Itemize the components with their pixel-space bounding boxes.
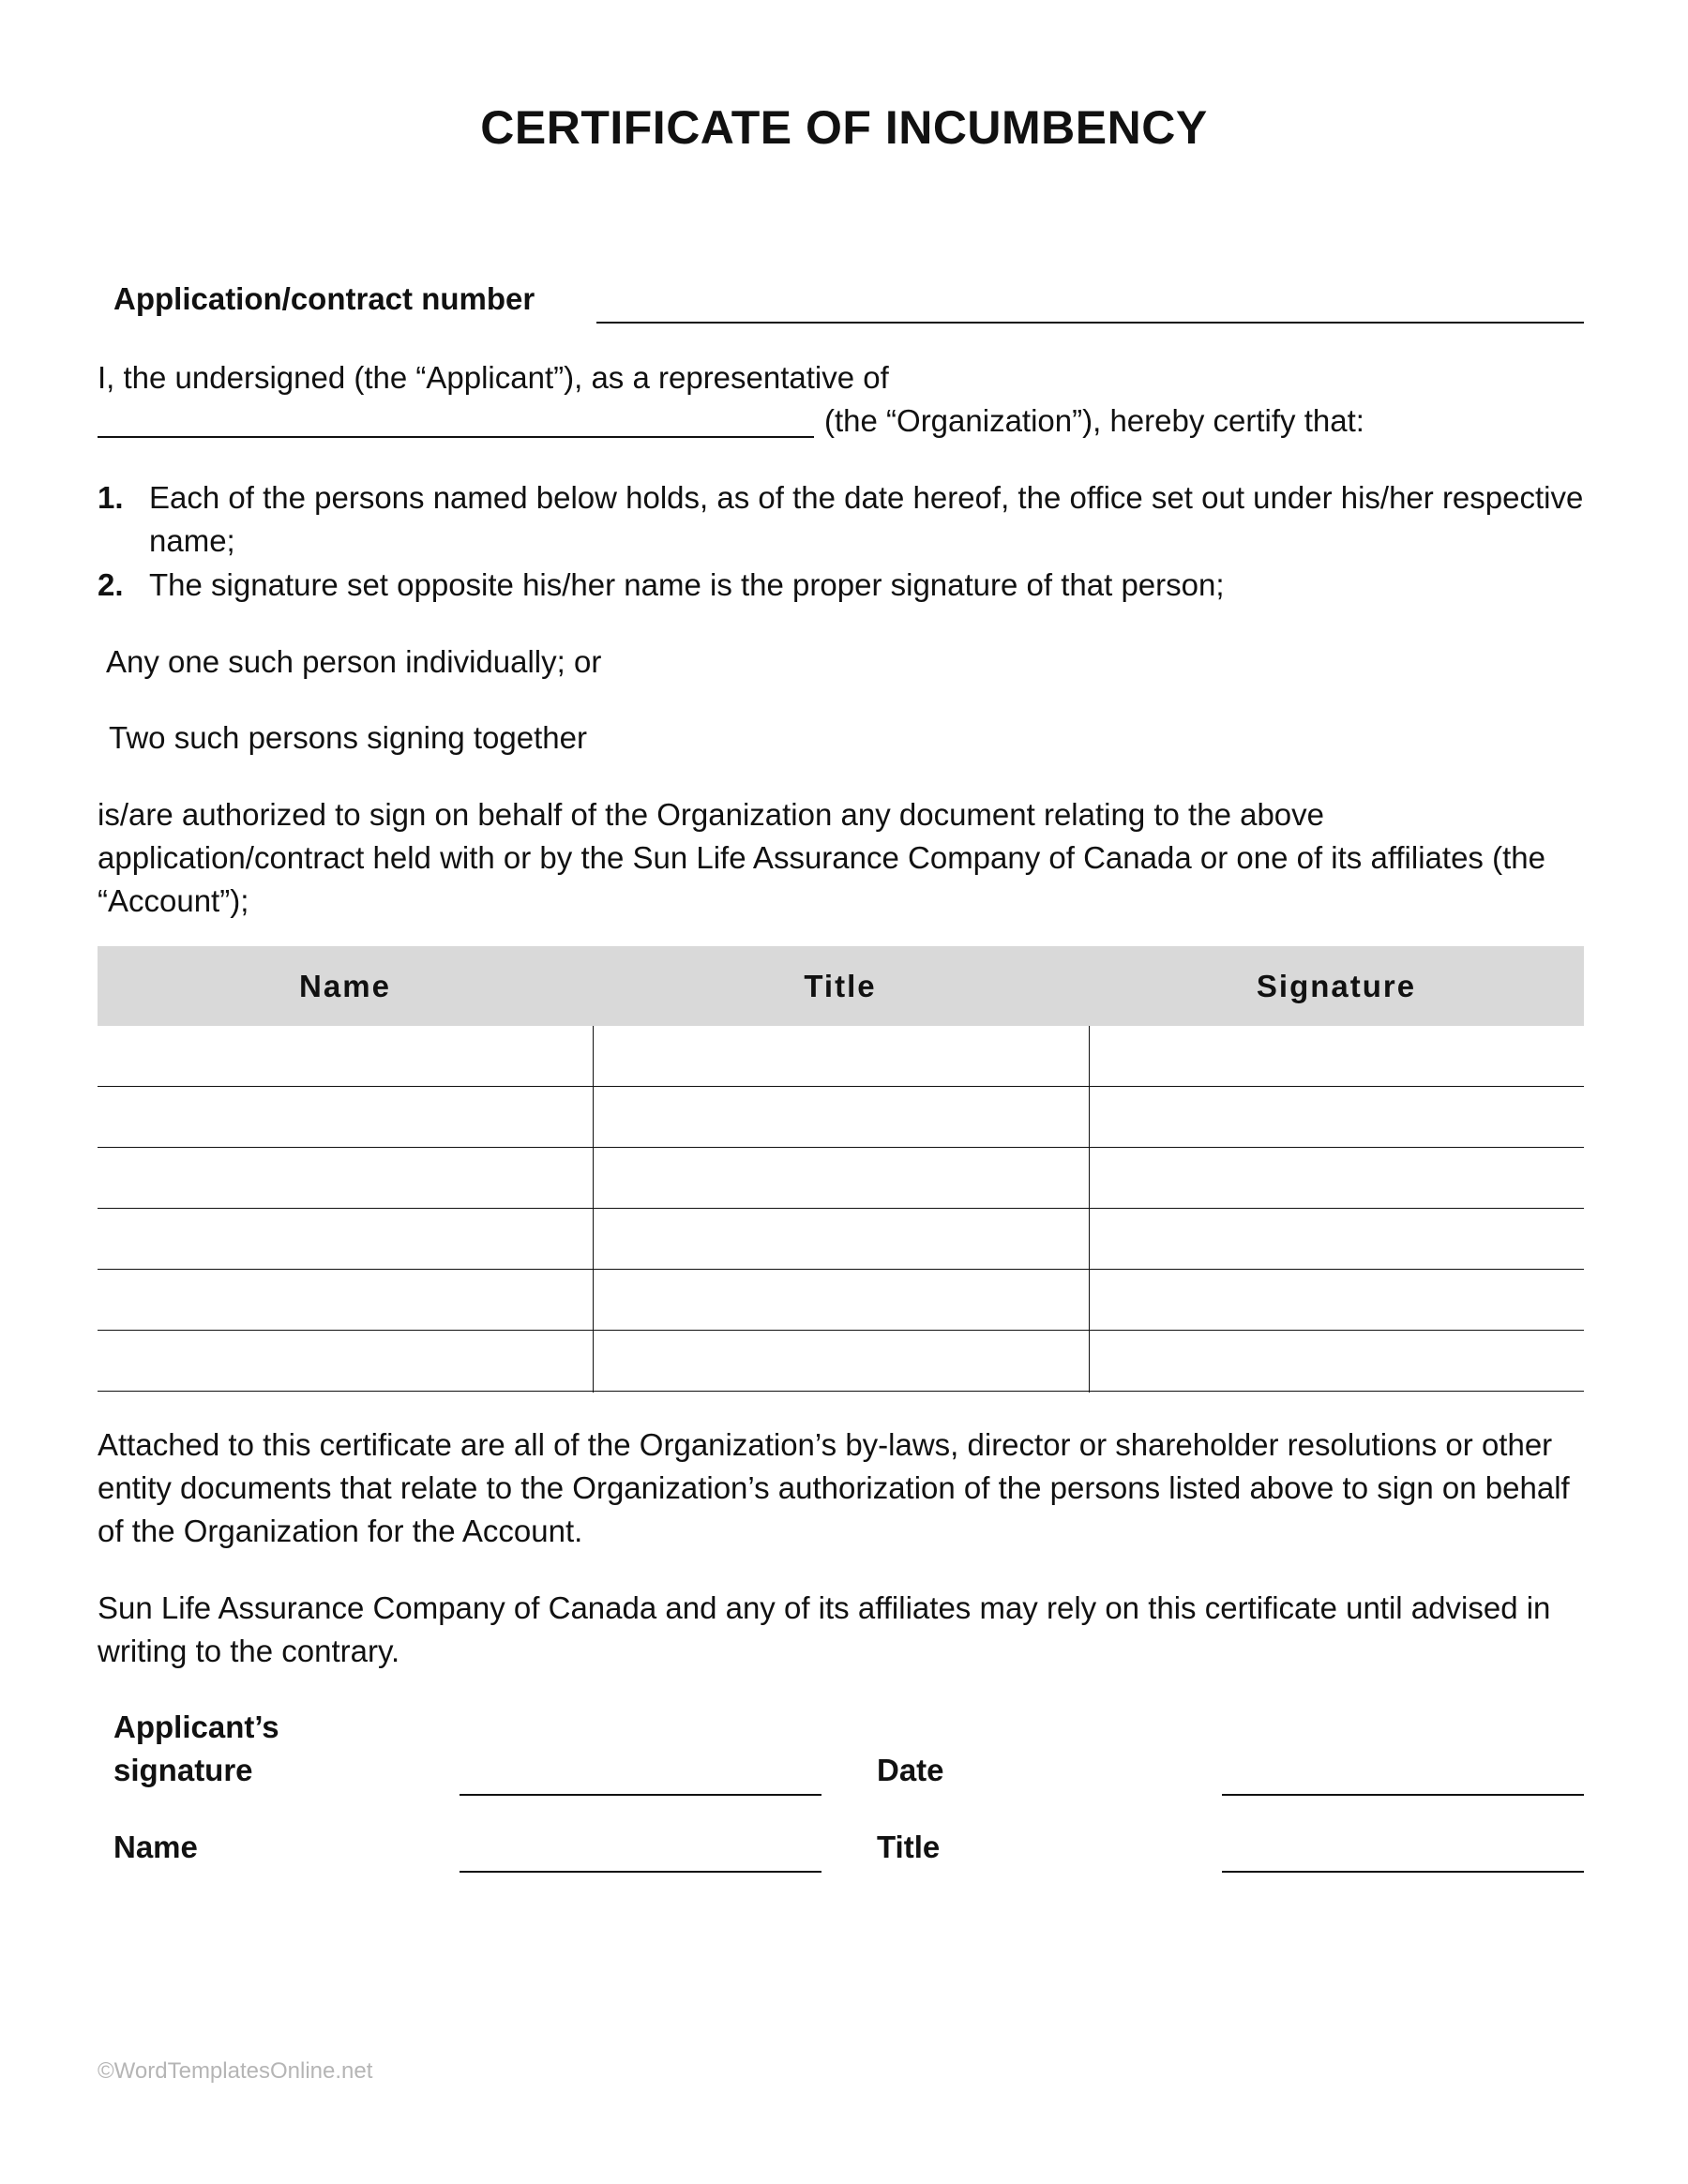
table-row-divider bbox=[98, 1330, 1584, 1331]
contract-number-label: Application/contract number bbox=[113, 281, 535, 316]
applicant-signature-field[interactable] bbox=[460, 1794, 821, 1796]
date-field[interactable] bbox=[1222, 1794, 1584, 1796]
list-number-1: 1. bbox=[98, 480, 124, 515]
intro-line-1: I, the undersigned (the “Applicant”), as a representative of bbox=[98, 360, 889, 395]
attached-paragraph: Attached to this certificate are all of the Organization’s by-laws, director or shareholder resolutions or other entity documents that relate to the Organization’s authorization of the persons listed above to sign on behalf of the Organization for the Account. bbox=[98, 1427, 1570, 1548]
option-individually: Any one such person individually; or bbox=[106, 644, 602, 679]
table-row-divider bbox=[98, 1269, 1584, 1270]
contract-number-field[interactable] bbox=[596, 322, 1584, 324]
column-header-title: Title bbox=[804, 969, 877, 1003]
column-header-name: Name bbox=[299, 969, 391, 1003]
applicant-signature-label-line2: signature bbox=[113, 1753, 253, 1787]
organization-field[interactable] bbox=[98, 436, 814, 438]
table-row-divider bbox=[98, 1147, 1584, 1148]
table-row-divider bbox=[98, 1208, 1584, 1209]
document-title: CERTIFICATE OF INCUMBENCY bbox=[480, 101, 1208, 154]
table-row-divider bbox=[98, 1086, 1584, 1087]
name-field[interactable] bbox=[460, 1871, 821, 1873]
table-cell-signature[interactable] bbox=[1090, 1026, 1584, 1086]
table-bottom-border bbox=[98, 1391, 1584, 1392]
name-label: Name bbox=[113, 1830, 198, 1864]
list-item-2: The signature set opposite his/her name is the proper signature of that person; bbox=[149, 567, 1225, 602]
option-together: Two such persons signing together bbox=[109, 720, 587, 755]
table-cell-name[interactable] bbox=[98, 1026, 593, 1086]
title-field[interactable] bbox=[1222, 1871, 1584, 1873]
authorization-paragraph: is/are authorized to sign on behalf of the Organization any document relating to the above application/contract held with or by the Sun Life Assurance Company of Canada or one of its affiliates (the “Account”); bbox=[98, 797, 1545, 918]
list-number-2: 2. bbox=[98, 567, 124, 602]
list-item-1: Each of the persons named below holds, as of the date hereof, the office set out under his/her respective name; bbox=[149, 480, 1584, 558]
intro-line-2: (the “Organization”), hereby certify that: bbox=[824, 403, 1364, 438]
column-header-signature: Signature bbox=[1256, 969, 1417, 1003]
table-cell-title[interactable] bbox=[594, 1026, 1089, 1086]
applicant-signature-label-line1: Applicant’s bbox=[113, 1710, 279, 1744]
reliance-paragraph: Sun Life Assurance Company of Canada and any of its affiliates may rely on this certificate until advised in writing to the contrary. bbox=[98, 1590, 1551, 1668]
date-label: Date bbox=[877, 1753, 944, 1787]
title-label: Title bbox=[877, 1830, 941, 1864]
watermark: ©WordTemplatesOnline.net bbox=[98, 2058, 373, 2084]
